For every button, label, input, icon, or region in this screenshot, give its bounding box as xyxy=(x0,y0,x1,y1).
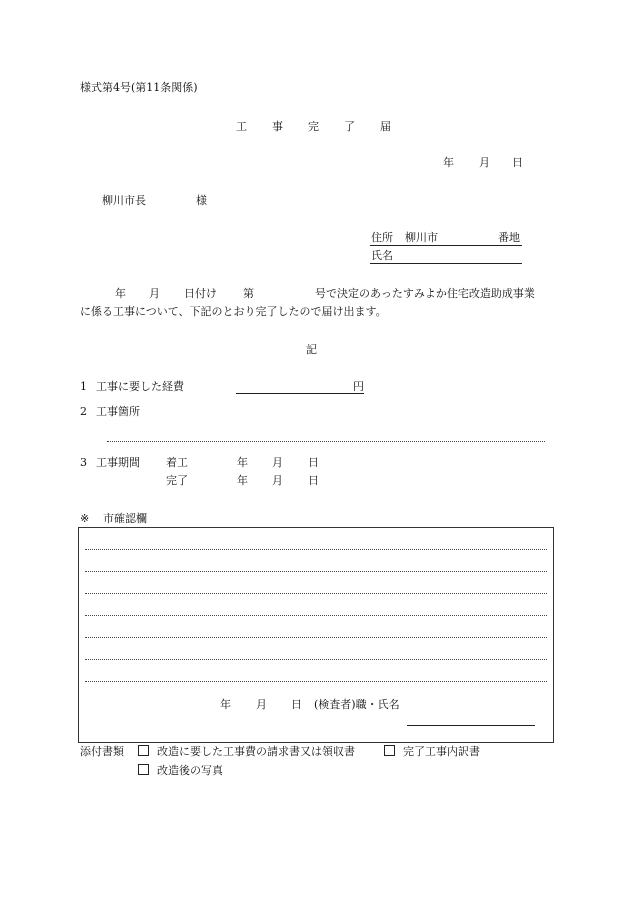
item1-number: 1 xyxy=(80,380,87,393)
cost-underline xyxy=(236,393,364,394)
item2-label: 工事箇所 xyxy=(96,405,140,418)
address-label: 住所 xyxy=(371,231,393,244)
item1-label: 工事に要した経費 xyxy=(96,380,184,393)
city-confirm-title: 市確認欄 xyxy=(103,512,147,525)
start-month: 月 xyxy=(272,456,283,469)
body-month: 月 xyxy=(149,287,160,300)
attachment-item xyxy=(138,745,355,759)
name-label: 氏名 xyxy=(371,249,393,262)
form-number: 様式第4号(第11条関係) xyxy=(80,81,198,94)
date-month: 月 xyxy=(479,156,490,169)
confirm-dotted-line xyxy=(85,549,547,550)
confirm-month: 月 xyxy=(256,698,267,711)
confirm-dotted-line xyxy=(85,615,547,616)
confirm-dotted-line xyxy=(85,659,547,660)
title-char: 事 xyxy=(272,120,283,133)
location-dotted-line xyxy=(107,441,545,442)
attachment-text: 改造に要した工事費の請求書又は領収書 xyxy=(157,745,355,758)
ki-heading: 記 xyxy=(306,343,317,356)
confirm-day: 日 xyxy=(291,698,302,711)
end-label: 完了 xyxy=(166,474,188,487)
inspector-label: (検査者)職・氏名 xyxy=(314,698,400,711)
address-suffix: 番地 xyxy=(498,231,520,244)
start-day: 日 xyxy=(308,456,319,469)
confirm-dotted-line xyxy=(85,637,547,638)
body-number-prefix: 第 xyxy=(243,287,254,300)
start-year: 年 xyxy=(237,456,248,469)
body-line1-rest: 号で決定のあったすみよか住宅改造助成事業 xyxy=(315,287,535,300)
title-char: 完 xyxy=(308,120,319,133)
confirm-year: 年 xyxy=(220,698,231,711)
title-char: 了 xyxy=(344,120,355,133)
body-line2: に係る工事について、下記のとおり完了したので届け出ます。 xyxy=(80,305,387,318)
body-year: 年 xyxy=(115,287,126,300)
confirm-dotted-line xyxy=(85,593,547,594)
date-year: 年 xyxy=(443,156,454,169)
checkbox[interactable] xyxy=(384,745,395,756)
cost-unit: 円 xyxy=(353,380,364,393)
addressee-name: 柳川市長 xyxy=(102,194,146,207)
note-mark: ※ xyxy=(80,512,90,525)
city-confirm-box xyxy=(78,527,554,743)
address-underline xyxy=(370,245,522,246)
start-label: 着工 xyxy=(166,456,188,469)
checkbox[interactable] xyxy=(138,745,149,756)
attachment-text: 改造後の写真 xyxy=(157,764,223,777)
inspector-underline xyxy=(407,725,535,726)
item3-number: 3 xyxy=(80,456,87,469)
addressee-honorific: 様 xyxy=(196,194,207,207)
name-underline xyxy=(370,263,522,264)
end-year: 年 xyxy=(237,474,248,487)
title-char: 届 xyxy=(380,120,391,133)
attachment-item xyxy=(384,745,480,759)
title-char: 工 xyxy=(236,120,247,133)
attachments-label: 添付書類 xyxy=(80,745,124,758)
end-month: 月 xyxy=(272,474,283,487)
body-date-suffix: 日付け xyxy=(184,287,217,300)
end-day: 日 xyxy=(308,474,319,487)
confirm-dotted-line xyxy=(85,681,547,682)
address-city: 柳川市 xyxy=(405,231,438,244)
attachment-item xyxy=(138,764,223,778)
item2-number: 2 xyxy=(80,405,87,418)
date-day: 日 xyxy=(512,156,523,169)
checkbox[interactable] xyxy=(138,764,149,775)
item3-label: 工事期間 xyxy=(96,456,140,469)
attachment-text: 完了工事内訳書 xyxy=(403,745,480,758)
confirm-dotted-line xyxy=(85,571,547,572)
